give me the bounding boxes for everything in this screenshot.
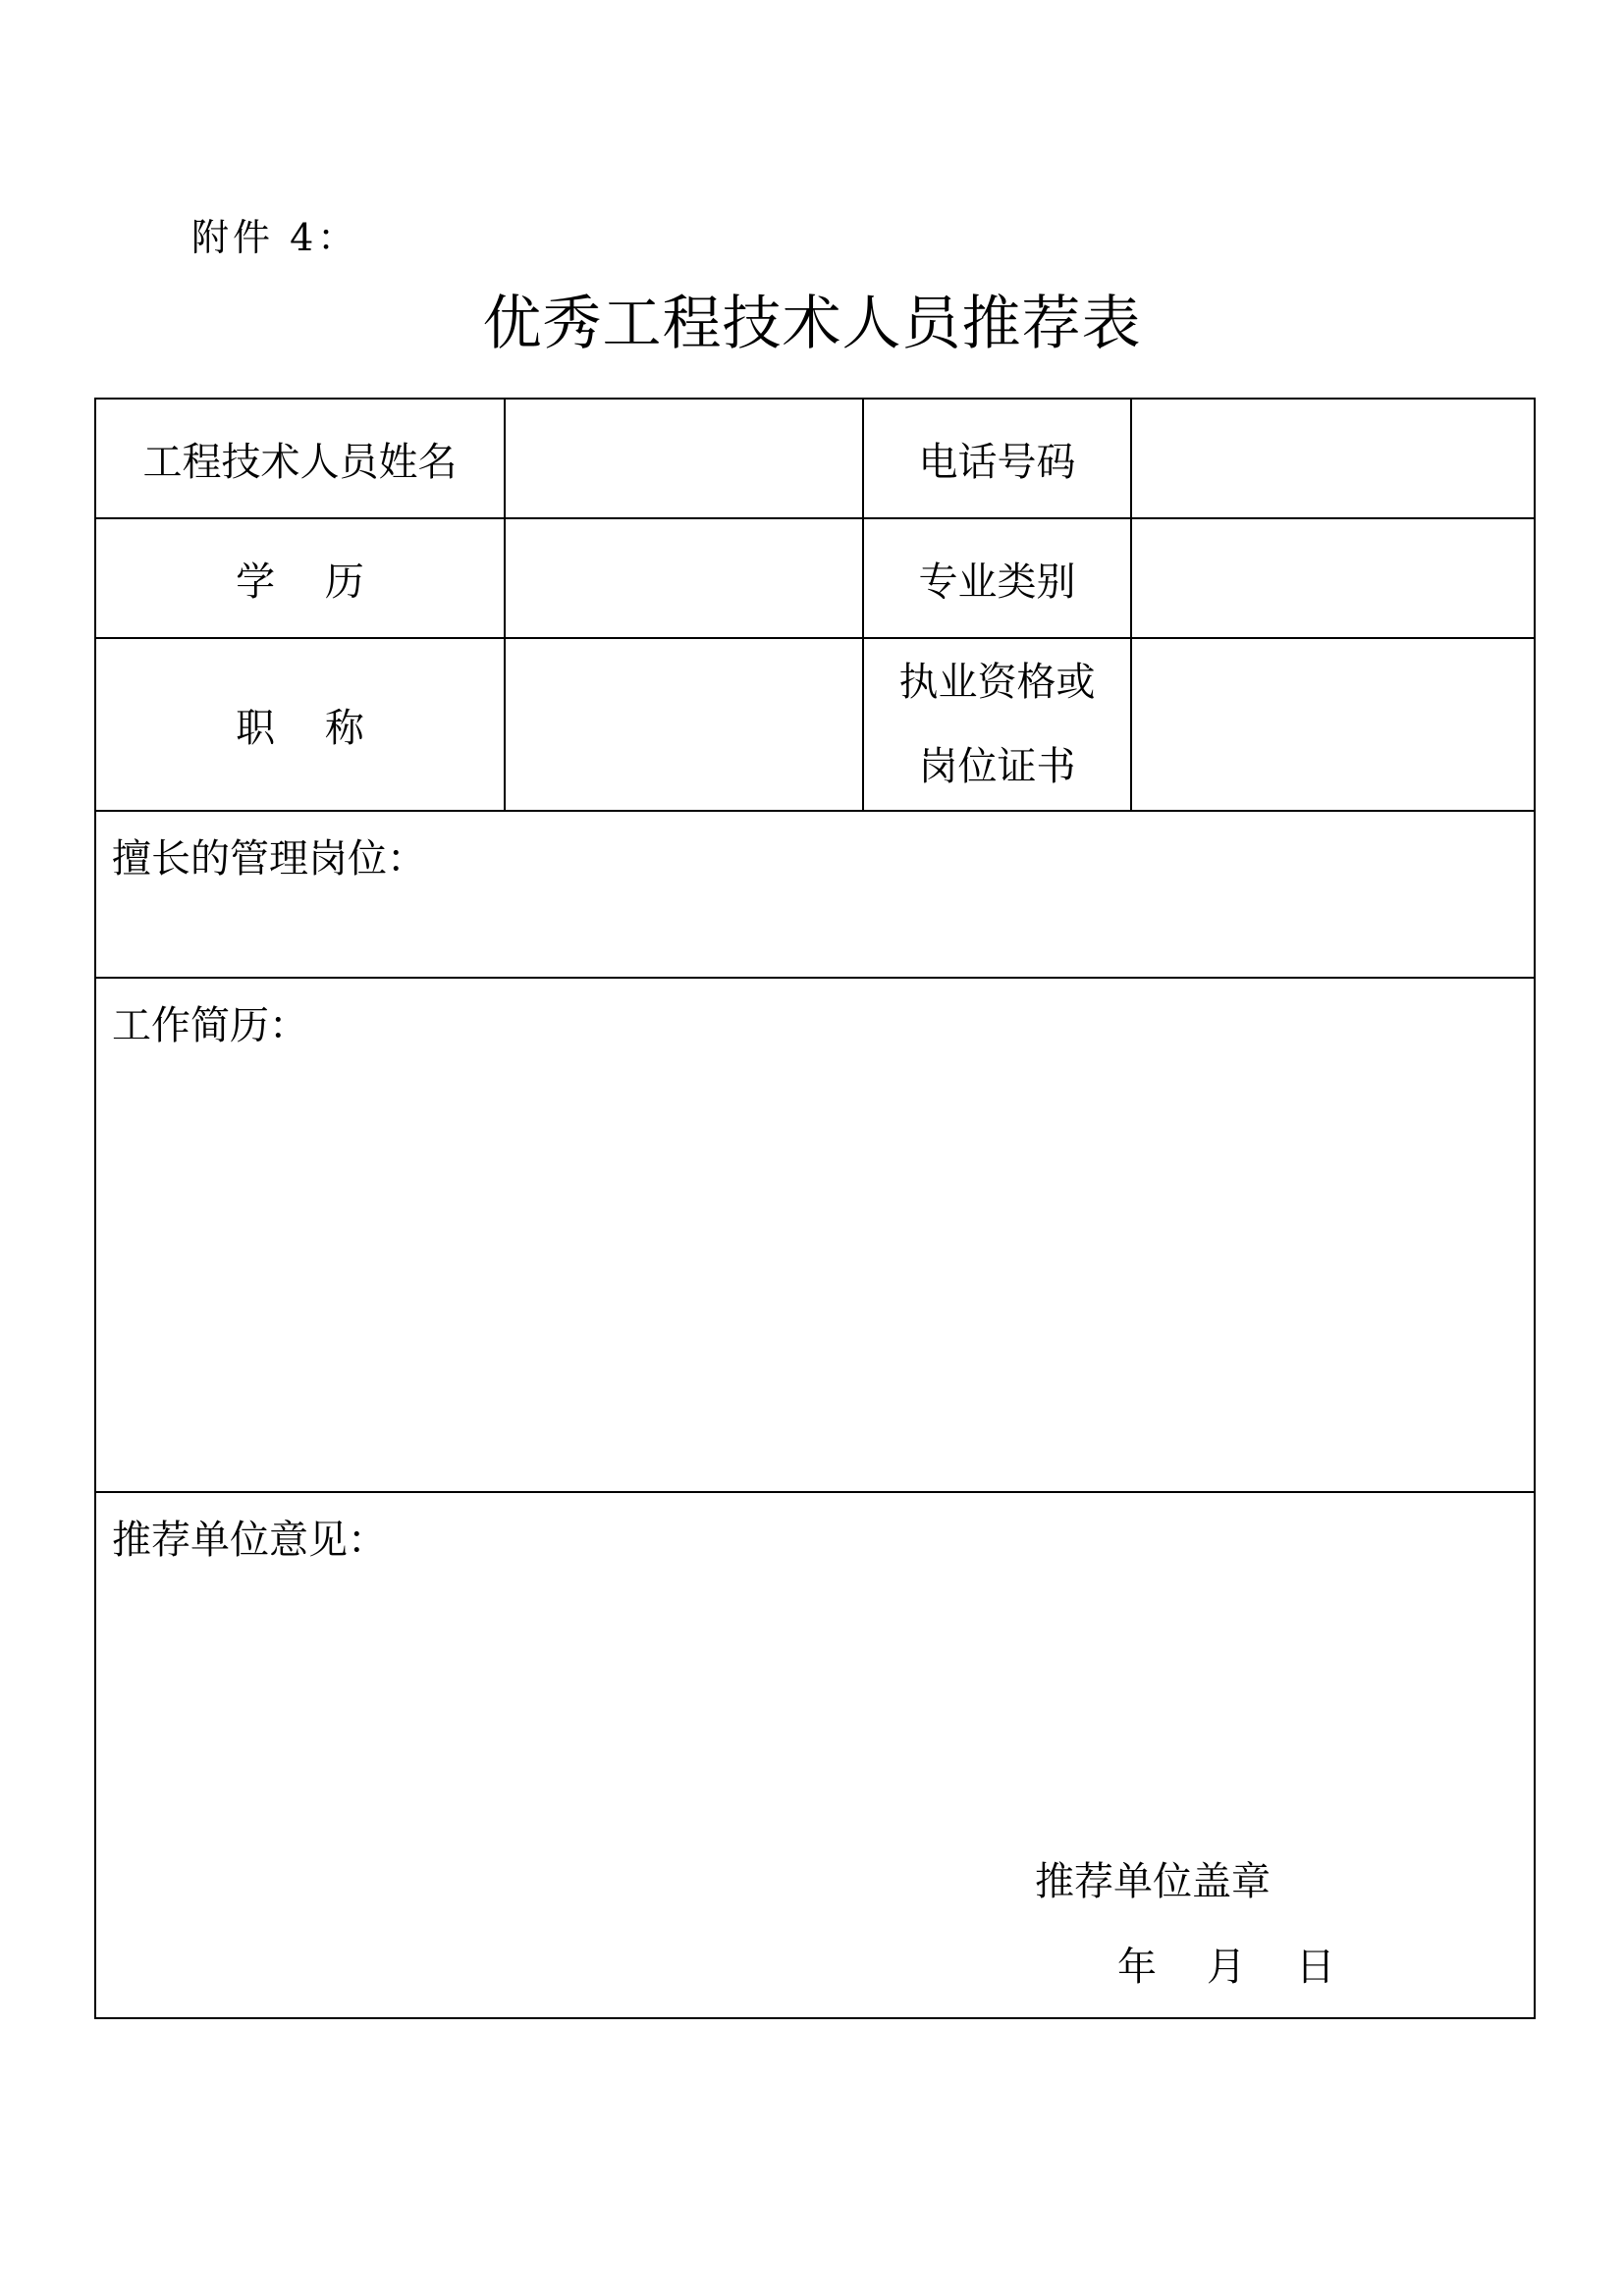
phone-field[interactable] xyxy=(1131,399,1535,518)
form-title: 优秀工程技术人员推荐表 xyxy=(482,290,1142,358)
education-field[interactable] xyxy=(505,518,863,638)
row-education-major xyxy=(95,518,1535,638)
opinion-label: 推荐单位意见： xyxy=(112,1518,387,1563)
skill-label: 擅长的管理岗位： xyxy=(112,836,426,881)
name-label: 工程技术人员姓名 xyxy=(95,399,505,518)
row-work-history xyxy=(95,978,1535,1492)
row-skill xyxy=(95,811,1535,978)
row-opinion xyxy=(95,1492,1535,2018)
professional-title-label: 职 称 xyxy=(95,638,505,811)
certificate-label xyxy=(863,638,1131,811)
name-field[interactable] xyxy=(505,399,863,518)
professional-title-field[interactable] xyxy=(505,638,863,811)
phone-label: 电话号码 xyxy=(863,399,1131,518)
row-name-phone xyxy=(95,399,1535,518)
row-title-certificate xyxy=(95,638,1535,811)
work-history-label: 工作简历： xyxy=(112,1003,308,1048)
date-label: 年 月 日 xyxy=(1117,1945,1335,1990)
recommendation-form-table xyxy=(94,398,1536,2019)
education-label: 学 历 xyxy=(95,518,505,638)
attachment-label: 附件 4： xyxy=(191,216,359,259)
work-history-field[interactable] xyxy=(95,978,1535,1492)
skill-field[interactable] xyxy=(95,811,1535,978)
major-label: 专业类别 xyxy=(863,518,1131,638)
certificate-label-line1: 执业资格或 xyxy=(898,660,1096,705)
certificate-field[interactable] xyxy=(1131,638,1535,811)
opinion-field[interactable] xyxy=(95,1492,1535,2018)
certificate-label-line2: 岗位证书 xyxy=(918,744,1076,789)
major-field[interactable] xyxy=(1131,518,1535,638)
seal-label: 推荐单位盖章 xyxy=(1035,1859,1271,1904)
